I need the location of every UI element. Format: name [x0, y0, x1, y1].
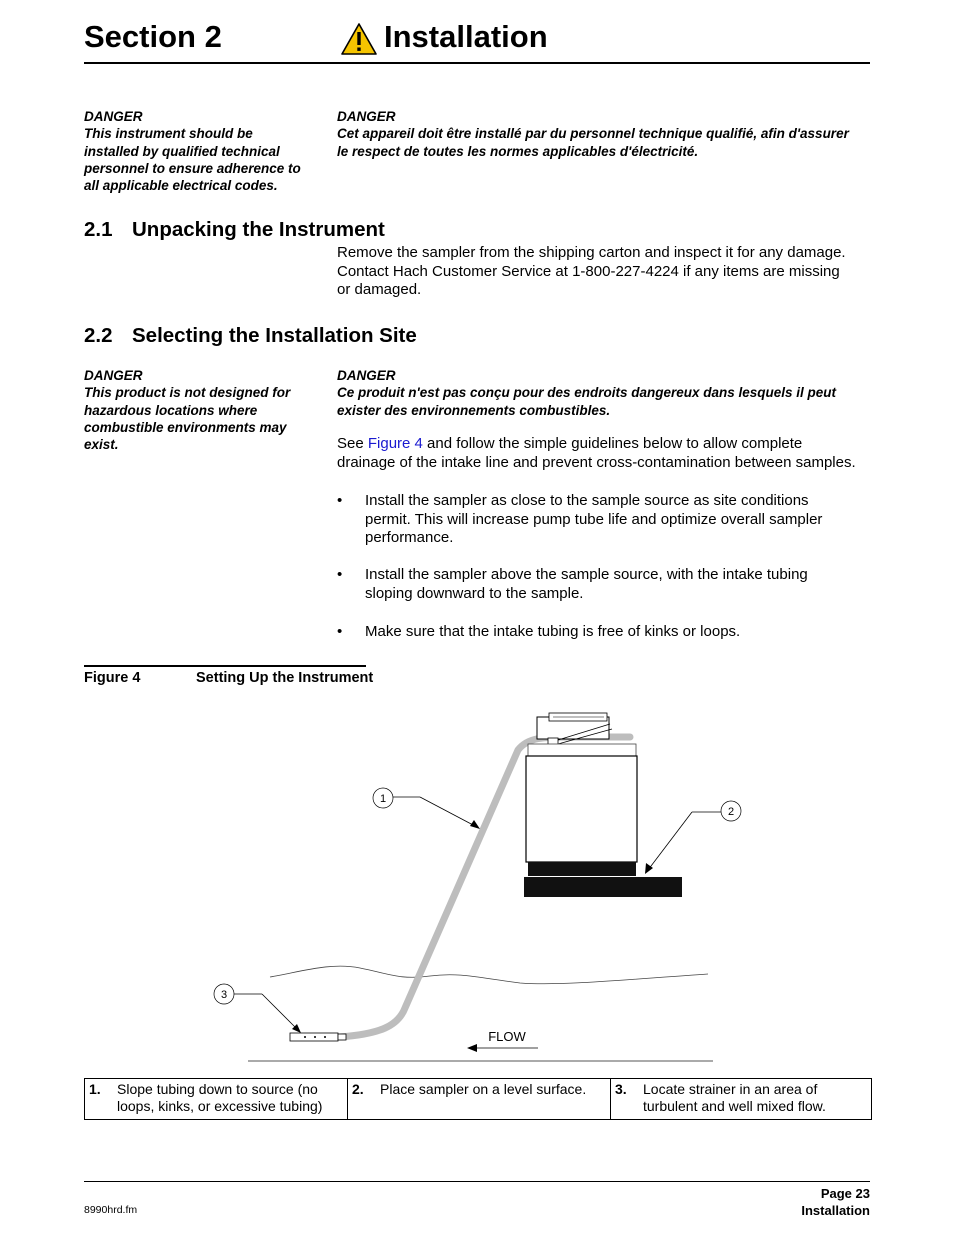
danger-note-en [84, 367, 324, 453]
legend-cell [348, 1079, 611, 1120]
danger-note-fr [337, 367, 877, 419]
figure-legend-table [84, 1078, 872, 1120]
footer-filename: 8990hrd.fm [84, 1204, 138, 1216]
list-item [337, 566, 867, 606]
legend-line: loops, kinks, or excessive tubing) [117, 1098, 323, 1114]
paragraph-line [337, 435, 882, 454]
list-item-line: performance. [365, 529, 454, 547]
danger-title: DANGER [84, 368, 143, 383]
list-item-line: permit. This will increase pump tube life and optimize overall sampler [365, 510, 823, 528]
heading-number: 2.1 [84, 218, 113, 241]
figure-label: Figure 4 [84, 670, 141, 686]
heading-2-2 [84, 324, 417, 348]
list-item-line: Install the sampler as close to the sample source as site conditions [365, 492, 809, 509]
danger-text-line: This product is not designed for [84, 385, 291, 401]
danger-text-line: le respect de toutes les normes applicables d'électricité. [337, 143, 699, 159]
danger-title: DANGER [337, 109, 396, 124]
paragraph-line: Remove the sampler from the shipping carton and inspect it for any damage. [337, 244, 846, 261]
installation-illustration [0, 700, 954, 1070]
legend-number: 1. [89, 1081, 101, 1097]
danger-title: DANGER [337, 368, 396, 383]
paragraph-line: drainage of the intake line and prevent cross-contamination between samples. [337, 453, 856, 471]
level-surface [524, 877, 682, 897]
danger-text-line: exister des environnements combustibles. [337, 402, 611, 418]
legend-number: 2. [352, 1081, 364, 1097]
list-item [337, 492, 867, 552]
header-rule [84, 62, 870, 64]
callout-1: 1 [379, 793, 387, 805]
danger-note-fr [337, 108, 877, 160]
figure-rule [84, 665, 366, 667]
legend-line: Locate strainer in an area of [643, 1081, 818, 1097]
danger-text-line: This instrument should be [84, 126, 253, 142]
water-surface-line [270, 966, 708, 984]
footer-right [700, 1185, 870, 1219]
danger-text-line: Ce produit n'est pas conçu pour des endroits dangereux dans lesquels il peut [337, 385, 837, 401]
legend-text [117, 1081, 322, 1115]
legend-line: turbulent and well mixed flow. [643, 1098, 826, 1114]
bullet-icon: • [337, 492, 343, 509]
figure-4-link[interactable]: Figure 4 [367, 435, 423, 452]
danger-text-line: installed by qualified technical [84, 143, 280, 159]
heading-2-1 [84, 218, 385, 242]
legend-text [643, 1081, 826, 1115]
heading-text: Selecting the Installation Site [132, 324, 417, 347]
bullet-icon: • [337, 566, 343, 583]
intro-text: and follow the simple guidelines below to allow complete [422, 435, 803, 452]
sampler-bottom [528, 862, 636, 876]
figure-title: Setting Up the Instrument [196, 670, 374, 686]
footer-section: Installation [801, 1203, 870, 1218]
warning-triangle-icon [340, 22, 378, 56]
bullet-icon: • [337, 623, 343, 640]
flow-label: FLOW [488, 1029, 526, 1044]
danger-text-line: personnel to ensure adherence to [84, 160, 301, 176]
danger-text-line: all applicable electrical codes. [84, 178, 278, 194]
intro-text: See [337, 435, 368, 452]
page-number: Page 23 [820, 1186, 870, 1201]
legend-cell [85, 1079, 348, 1120]
footer-rule [84, 1181, 870, 1182]
paragraph-line: or damaged. [337, 281, 422, 299]
table-row [85, 1079, 872, 1120]
list-item-line: Make sure that the intake tubing is free of kinks or loops. [365, 623, 741, 640]
list-item-line: sloping downward to the sample. [365, 584, 584, 602]
callout-2: 2 [727, 806, 735, 818]
legend-cell [611, 1079, 872, 1120]
danger-title: DANGER [84, 109, 143, 124]
legend-number: 3. [615, 1081, 627, 1097]
callout-3: 3 [220, 989, 228, 1001]
section-title: Installation [384, 19, 548, 54]
unpacking-paragraph [337, 244, 877, 300]
site-intro-paragraph [337, 435, 882, 472]
danger-text-line: Cet appareil doit être installé par du personnel technique qualifié, afin d'assurer [337, 126, 849, 142]
heading-number: 2.2 [84, 324, 113, 347]
danger-text-line: hazardous locations where [84, 402, 258, 418]
heading-text: Unpacking the Instrument [132, 218, 385, 241]
paragraph-line: Contact Hach Customer Service at 1-800-227-4224 if any items are missing [337, 262, 840, 280]
danger-text-line: exist. [84, 437, 119, 453]
legend-text [380, 1081, 586, 1098]
danger-text-line: combustible environments may [84, 419, 287, 435]
section-number: Section 2 [84, 19, 222, 54]
legend-line: Place sampler on a level surface. [380, 1081, 587, 1097]
list-item-line: Install the sampler above the sample source, with the intake tubing [365, 566, 808, 583]
danger-note-en [84, 108, 324, 194]
sampler-top-lid [528, 744, 636, 756]
sampler-body [526, 756, 637, 862]
list-item [337, 623, 867, 643]
legend-line: Slope tubing down to source (no [117, 1081, 318, 1097]
